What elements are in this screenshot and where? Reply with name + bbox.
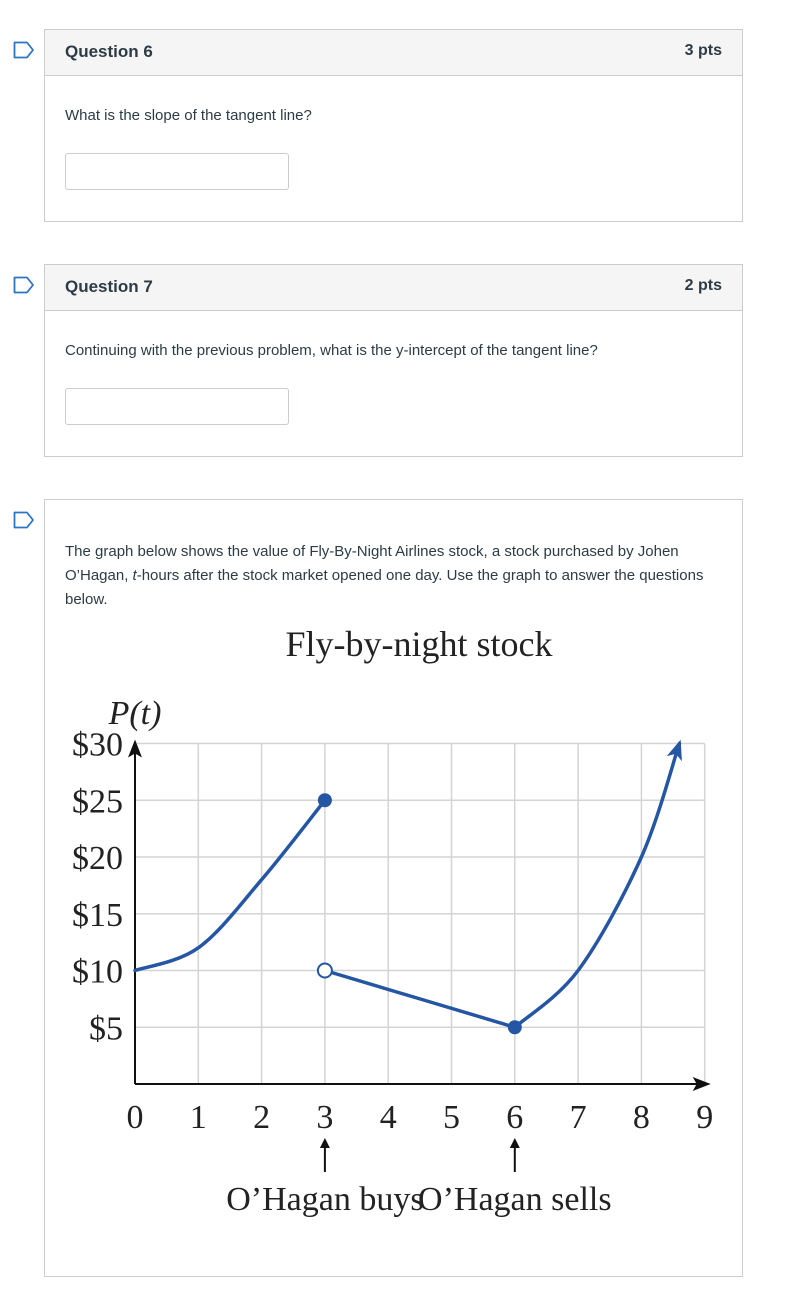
- question-points: 2 pts: [684, 277, 722, 294]
- closed-point: [318, 793, 332, 807]
- y-axis-label: P(t): [108, 695, 162, 732]
- series-arrowhead: [667, 737, 689, 761]
- axes: [128, 740, 711, 1092]
- y-tick-label: $5: [89, 1010, 123, 1048]
- annotation-label: O’Hagan sells: [418, 1181, 612, 1218]
- bookmark-icon[interactable]: [13, 511, 35, 529]
- stimulus-text: The graph below shows the value of Fly-By-Night Airlines stock, a stock purchased by Johen O’Hagan, t-hours after the stock market opened one day. Use the graph to answer the questions below.: [65, 543, 704, 608]
- x-tick-labels: [127, 1099, 714, 1136]
- series-line: [325, 971, 515, 1028]
- annotation-arrowhead: [510, 1138, 520, 1148]
- x-tick-label: 1: [189, 1099, 207, 1136]
- answer-input[interactable]: [65, 153, 289, 190]
- question-text: Continuing with the previous problem, what is the y-intercept of the tangent line?: [65, 342, 598, 359]
- stock-chart: [44, 600, 743, 1240]
- y-tick-label: $15: [72, 896, 123, 934]
- data-series: [135, 737, 688, 1034]
- question-points: 3 pts: [684, 42, 722, 59]
- x-tick-label: 0: [126, 1099, 144, 1136]
- bookmark-icon[interactable]: [13, 276, 35, 294]
- x-tick-label: 8: [632, 1099, 650, 1136]
- y-tick-label: $25: [72, 783, 123, 821]
- bookmark-icon[interactable]: [13, 41, 35, 59]
- grid: [135, 744, 705, 1085]
- chart-title: Fly-by-night stock: [285, 624, 553, 664]
- x-tick-label: 5: [443, 1099, 460, 1136]
- question-7-card: [44, 264, 743, 457]
- answer-input[interactable]: [65, 388, 289, 425]
- annotation-label: O’Hagan buys: [226, 1181, 424, 1218]
- x-tick-label: 7: [569, 1099, 587, 1136]
- question-title: Question 6: [65, 42, 153, 61]
- x-tick-label: 4: [379, 1099, 397, 1136]
- question-header: [45, 30, 742, 76]
- x-tick-label: 3: [316, 1099, 334, 1136]
- series-line: [135, 800, 325, 970]
- question-text: What is the slope of the tangent line?: [65, 107, 312, 124]
- question-header: [45, 265, 742, 311]
- x-tick-label: 9: [696, 1099, 714, 1136]
- question-title: Question 7: [65, 277, 153, 296]
- y-tick-label: $30: [72, 726, 123, 764]
- y-tick-labels: [72, 727, 123, 1048]
- series-line: [515, 744, 680, 1028]
- y-tick-label: $20: [72, 840, 123, 877]
- annotations: [226, 1138, 611, 1218]
- y-tick-label: $10: [72, 953, 123, 991]
- question-6-card: [44, 29, 743, 222]
- x-tick-label: 2: [253, 1099, 271, 1136]
- x-tick-label: 6: [506, 1099, 524, 1136]
- annotation-arrowhead: [320, 1138, 330, 1148]
- open-point: [318, 964, 332, 978]
